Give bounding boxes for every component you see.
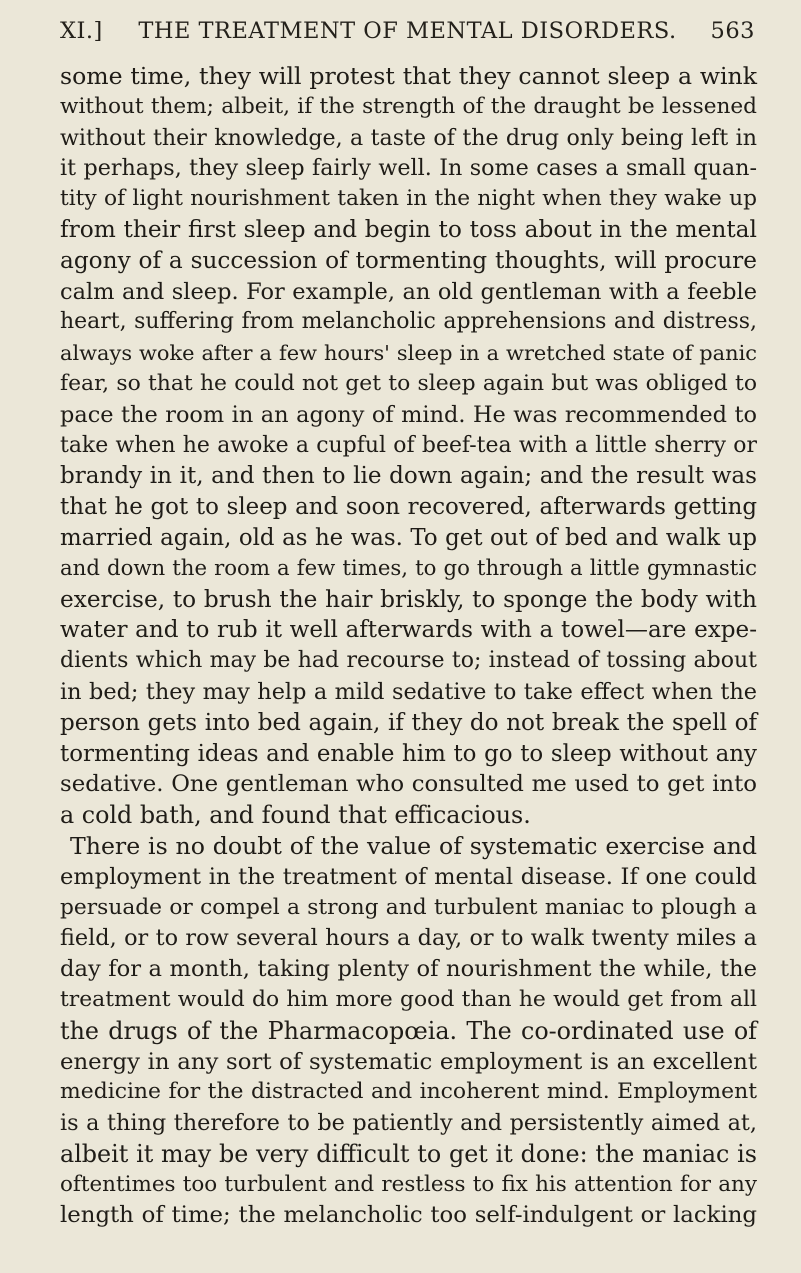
text-line: it perhaps, they sleep fairly well. In some cases a small quan-	[60, 155, 757, 182]
text-line: the drugs of the Pharmacopœia. The co-ordinated use of	[60, 1016, 757, 1045]
text-line: from their first sleep and begin to toss about in the mental	[60, 215, 757, 243]
text-line: energy in any sort of systematic employment is an excellent	[60, 1048, 757, 1075]
text-line: tity of light nourishment taken in the night when they wake up	[60, 186, 757, 212]
text-line: day for a month, taking plenty of nourishment the while, the	[60, 956, 757, 983]
text-line: oftentimes too turbulent and restless to fix his attention for any	[60, 1171, 757, 1197]
text-line: treatment would do him more good than he would get from all	[60, 986, 757, 1012]
text-line: dients which may be had recourse to; instead of tossing about	[60, 648, 757, 674]
text-line: that he got to sleep and soon recovered, afterwards getting	[60, 494, 757, 521]
text-line: agony of a succession of tormenting thoughts, will procure	[60, 246, 757, 274]
text-line: person gets into bed again, if they do not break the spell of	[60, 709, 757, 736]
text-line: take when he awoke a cupful of beef-tea with a little sherry or	[60, 432, 757, 458]
text-line: medicine for the distracted and incoherent mind. Employment	[60, 1079, 757, 1105]
page-number: 563	[710, 18, 755, 44]
text-line: pace the room in an agony of mind. He was recommended to	[60, 401, 757, 428]
text-line: without their knowledge, a taste of the drug only being left in	[60, 124, 757, 151]
text-line: length of time; the melancholic too self-indulgent or lacking	[60, 1202, 757, 1229]
text-line: There is no doubt of the value of systematic exercise and	[70, 831, 757, 860]
text-line: sedative. One gentleman who consulted me used to get into	[60, 771, 757, 798]
text-line: without them; albeit, if the strength of the draught be lessened	[60, 93, 757, 119]
text-line: in bed; they may help a mild sedative to take effect when the	[60, 678, 757, 705]
text-line: heart, suffering from melancholic apprehensions and distress,	[60, 309, 757, 335]
text-line: brandy in it, and then to lie down again; and the result was	[60, 463, 757, 490]
running-title: THE TREATMENT OF MENTAL DISORDERS.	[138, 18, 677, 44]
text-line: some time, they will protest that they cannot sleep a wink	[60, 62, 757, 90]
text-line: calm and sleep. For example, an old gentleman with a feeble	[60, 278, 757, 305]
text-line: exercise, to brush the hair briskly, to sponge the body with	[60, 585, 757, 613]
text-line: field, or to row several hours a day, or to walk twenty miles a	[60, 925, 757, 952]
running-head	[60, 18, 755, 50]
body-text	[60, 61, 757, 1231]
text-line: a cold bath, and found that efficacious.	[60, 801, 531, 830]
text-line: albeit it may be very difficult to get it done: the maniac is	[60, 1139, 757, 1168]
text-line: persuade or compel a strong and turbulent maniac to plough a	[60, 894, 757, 920]
text-line: water and to rub it well afterwards with a towel—are expe-	[60, 617, 757, 644]
text-line: married again, old as he was. To get out of bed and walk up	[60, 524, 757, 551]
text-line: is a thing therefore to be patiently and persistently aimed at,	[60, 1110, 757, 1137]
text-line: fear, so that he could not get to sleep again but was obliged to	[60, 370, 757, 396]
text-line: tormenting ideas and enable him to go to sleep without any	[60, 740, 757, 767]
text-line: and down the room a few times, to go through a little gymnastic	[60, 555, 757, 581]
text-line: employment in the treatment of mental disease. If one could	[60, 863, 757, 890]
chapter-number: XI.]	[60, 18, 103, 44]
text-line: always woke after a few hours' sleep in a wretched state of panic	[60, 341, 757, 366]
